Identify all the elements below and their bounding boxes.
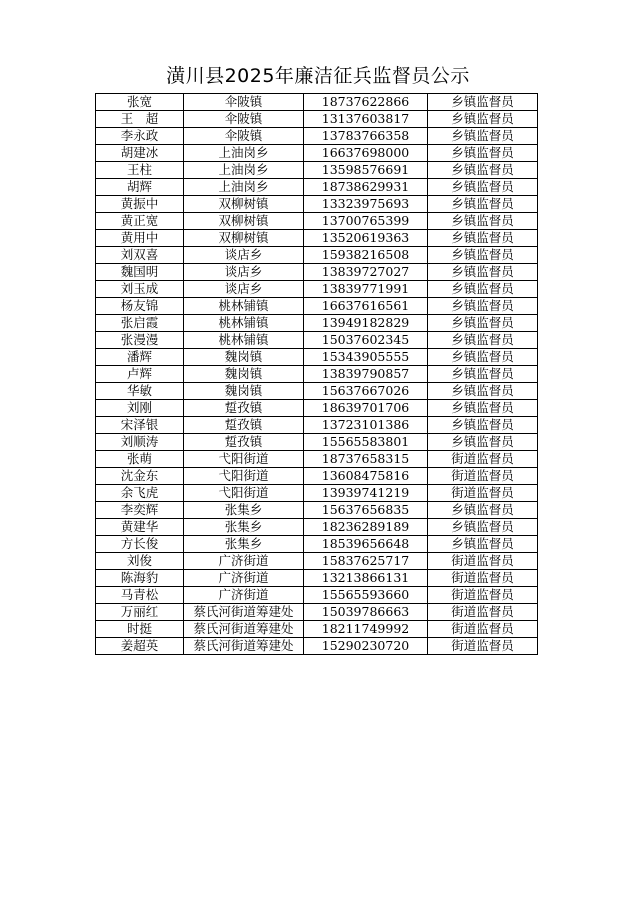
phone-cell: 18737622866 xyxy=(304,94,428,111)
town-cell: 弋阳街道 xyxy=(184,485,304,502)
town-cell: 双柳树镇 xyxy=(184,230,304,247)
phone-cell: 13939741219 xyxy=(304,485,428,502)
supervisor-name-cell: 李永政 xyxy=(96,128,184,145)
table-row xyxy=(96,604,538,621)
role-cell: 街道监督员 xyxy=(428,451,538,468)
table-row xyxy=(96,587,538,604)
table-row xyxy=(96,553,538,570)
role-cell: 乡镇监督员 xyxy=(428,94,538,111)
table-row xyxy=(96,332,538,349)
table-row xyxy=(96,451,538,468)
table-row xyxy=(96,485,538,502)
phone-cell: 13700765399 xyxy=(304,213,428,230)
phone-cell: 15565583801 xyxy=(304,434,428,451)
role-cell: 街道监督员 xyxy=(428,485,538,502)
role-cell: 乡镇监督员 xyxy=(428,247,538,264)
role-cell: 街道监督员 xyxy=(428,638,538,655)
phone-cell: 13520619363 xyxy=(304,230,428,247)
role-cell: 街道监督员 xyxy=(428,570,538,587)
town-cell: 谈店乡 xyxy=(184,264,304,281)
phone-cell: 13949182829 xyxy=(304,315,428,332)
table-row xyxy=(96,298,538,315)
town-cell: 桃林铺镇 xyxy=(184,332,304,349)
supervisor-name-cell: 黄振中 xyxy=(96,196,184,213)
town-cell: 魏岗镇 xyxy=(184,383,304,400)
phone-cell: 13137603817 xyxy=(304,111,428,128)
role-cell: 街道监督员 xyxy=(428,621,538,638)
town-cell: 弋阳街道 xyxy=(184,468,304,485)
phone-cell: 13323975693 xyxy=(304,196,428,213)
phone-cell: 13783766358 xyxy=(304,128,428,145)
page-title: 潢川县2025年廉洁征兵监督员公示 xyxy=(166,65,470,87)
table-row xyxy=(96,400,538,417)
phone-cell: 18639701706 xyxy=(304,400,428,417)
phone-cell: 15565593660 xyxy=(304,587,428,604)
phone-cell: 16637698000 xyxy=(304,145,428,162)
supervisor-name-cell: 张漫漫 xyxy=(96,332,184,349)
supervisor-name-cell: 王 超 xyxy=(96,111,184,128)
table-row xyxy=(96,247,538,264)
supervisor-name-cell: 方长俊 xyxy=(96,536,184,553)
table-row xyxy=(96,383,538,400)
role-cell: 乡镇监督员 xyxy=(428,128,538,145)
role-cell: 乡镇监督员 xyxy=(428,400,538,417)
role-cell: 乡镇监督员 xyxy=(428,179,538,196)
phone-cell: 13213866131 xyxy=(304,570,428,587)
table-row xyxy=(96,366,538,383)
supervisor-name-cell: 杨友锦 xyxy=(96,298,184,315)
town-cell: 魏岗镇 xyxy=(184,366,304,383)
role-cell: 乡镇监督员 xyxy=(428,298,538,315)
supervisor-table-body xyxy=(96,94,538,655)
phone-cell: 13839790857 xyxy=(304,366,428,383)
phone-cell: 18539656648 xyxy=(304,536,428,553)
role-cell: 乡镇监督员 xyxy=(428,366,538,383)
role-cell: 乡镇监督员 xyxy=(428,502,538,519)
supervisor-name-cell: 宋泽银 xyxy=(96,417,184,434)
role-cell: 乡镇监督员 xyxy=(428,196,538,213)
table-row xyxy=(96,213,538,230)
table-row xyxy=(96,111,538,128)
supervisor-name-cell: 时挺 xyxy=(96,621,184,638)
role-cell: 乡镇监督员 xyxy=(428,315,538,332)
role-cell: 乡镇监督员 xyxy=(428,383,538,400)
table-row xyxy=(96,94,538,111)
town-cell: 双柳树镇 xyxy=(184,213,304,230)
supervisor-name-cell: 沈金东 xyxy=(96,468,184,485)
table-row xyxy=(96,468,538,485)
role-cell: 街道监督员 xyxy=(428,587,538,604)
table-row xyxy=(96,621,538,638)
town-cell: 张集乡 xyxy=(184,502,304,519)
supervisor-name-cell: 刘顺涛 xyxy=(96,434,184,451)
town-cell: 踅孜镇 xyxy=(184,417,304,434)
town-cell: 广济街道 xyxy=(184,587,304,604)
supervisor-name-cell: 黄用中 xyxy=(96,230,184,247)
role-cell: 乡镇监督员 xyxy=(428,536,538,553)
table-row xyxy=(96,417,538,434)
phone-cell: 13608475816 xyxy=(304,468,428,485)
supervisor-name-cell: 刘双喜 xyxy=(96,247,184,264)
phone-cell: 13723101386 xyxy=(304,417,428,434)
phone-cell: 15938216508 xyxy=(304,247,428,264)
phone-cell: 18211749992 xyxy=(304,621,428,638)
phone-cell: 18738629931 xyxy=(304,179,428,196)
role-cell: 乡镇监督员 xyxy=(428,111,538,128)
table-row xyxy=(96,434,538,451)
phone-cell: 15837625717 xyxy=(304,553,428,570)
town-cell: 双柳树镇 xyxy=(184,196,304,213)
supervisor-name-cell: 黄正宽 xyxy=(96,213,184,230)
supervisor-name-cell: 刘俊 xyxy=(96,553,184,570)
role-cell: 乡镇监督员 xyxy=(428,230,538,247)
town-cell: 伞陂镇 xyxy=(184,94,304,111)
town-cell: 上油岗乡 xyxy=(184,145,304,162)
town-cell: 蔡氏河街道筹建处 xyxy=(184,621,304,638)
town-cell: 广济街道 xyxy=(184,553,304,570)
phone-cell: 13839727027 xyxy=(304,264,428,281)
town-cell: 伞陂镇 xyxy=(184,128,304,145)
phone-cell: 16637616561 xyxy=(304,298,428,315)
town-cell: 魏岗镇 xyxy=(184,349,304,366)
role-cell: 乡镇监督员 xyxy=(428,332,538,349)
town-cell: 弋阳街道 xyxy=(184,451,304,468)
town-cell: 谈店乡 xyxy=(184,247,304,264)
role-cell: 街道监督员 xyxy=(428,468,538,485)
supervisor-name-cell: 张启霞 xyxy=(96,315,184,332)
town-cell: 张集乡 xyxy=(184,519,304,536)
role-cell: 乡镇监督员 xyxy=(428,145,538,162)
role-cell: 乡镇监督员 xyxy=(428,213,538,230)
table-row xyxy=(96,536,538,553)
supervisor-name-cell: 胡辉 xyxy=(96,179,184,196)
town-cell: 谈店乡 xyxy=(184,281,304,298)
supervisor-name-cell: 马青松 xyxy=(96,587,184,604)
supervisor-name-cell: 华敏 xyxy=(96,383,184,400)
role-cell: 街道监督员 xyxy=(428,553,538,570)
table-row xyxy=(96,162,538,179)
supervisor-name-cell: 刘刚 xyxy=(96,400,184,417)
town-cell: 踅孜镇 xyxy=(184,400,304,417)
supervisor-name-cell: 黄建华 xyxy=(96,519,184,536)
role-cell: 乡镇监督员 xyxy=(428,434,538,451)
town-cell: 伞陂镇 xyxy=(184,111,304,128)
phone-cell: 15290230720 xyxy=(304,638,428,655)
phone-cell: 15039786663 xyxy=(304,604,428,621)
supervisor-name-cell: 张萌 xyxy=(96,451,184,468)
town-cell: 桃林铺镇 xyxy=(184,298,304,315)
role-cell: 乡镇监督员 xyxy=(428,264,538,281)
table-row xyxy=(96,519,538,536)
town-cell: 踅孜镇 xyxy=(184,434,304,451)
role-cell: 乡镇监督员 xyxy=(428,281,538,298)
table-row xyxy=(96,315,538,332)
supervisor-name-cell: 余飞虎 xyxy=(96,485,184,502)
role-cell: 乡镇监督员 xyxy=(428,162,538,179)
supervisor-name-cell: 刘玉成 xyxy=(96,281,184,298)
phone-cell: 15637667026 xyxy=(304,383,428,400)
town-cell: 蔡氏河街道筹建处 xyxy=(184,604,304,621)
phone-cell: 13598576691 xyxy=(304,162,428,179)
table-row xyxy=(96,638,538,655)
role-cell: 街道监督员 xyxy=(428,604,538,621)
table-row xyxy=(96,264,538,281)
phone-cell: 15343905555 xyxy=(304,349,428,366)
town-cell: 上油岗乡 xyxy=(184,162,304,179)
town-cell: 张集乡 xyxy=(184,536,304,553)
supervisor-name-cell: 万丽红 xyxy=(96,604,184,621)
town-cell: 蔡氏河街道筹建处 xyxy=(184,638,304,655)
town-cell: 桃林铺镇 xyxy=(184,315,304,332)
table-row xyxy=(96,570,538,587)
supervisor-name-cell: 潘辉 xyxy=(96,349,184,366)
supervisor-name-cell: 姜超英 xyxy=(96,638,184,655)
table-row xyxy=(96,349,538,366)
phone-cell: 18737658315 xyxy=(304,451,428,468)
supervisor-name-cell: 张宽 xyxy=(96,94,184,111)
supervisor-name-cell: 李奕辉 xyxy=(96,502,184,519)
phone-cell: 15037602345 xyxy=(304,332,428,349)
role-cell: 乡镇监督员 xyxy=(428,519,538,536)
supervisor-name-cell: 卢辉 xyxy=(96,366,184,383)
phone-cell: 13839771991 xyxy=(304,281,428,298)
table-row xyxy=(96,128,538,145)
role-cell: 乡镇监督员 xyxy=(428,417,538,434)
role-cell: 乡镇监督员 xyxy=(428,349,538,366)
table-row xyxy=(96,179,538,196)
table-row xyxy=(96,196,538,213)
supervisor-table xyxy=(95,93,538,655)
town-cell: 上油岗乡 xyxy=(184,179,304,196)
supervisor-name-cell: 王柱 xyxy=(96,162,184,179)
supervisor-name-cell: 陈海豹 xyxy=(96,570,184,587)
town-cell: 广济街道 xyxy=(184,570,304,587)
table-row xyxy=(96,230,538,247)
supervisor-name-cell: 魏国明 xyxy=(96,264,184,281)
table-row xyxy=(96,502,538,519)
table-row xyxy=(96,281,538,298)
table-row xyxy=(96,145,538,162)
phone-cell: 15637656835 xyxy=(304,502,428,519)
phone-cell: 18236289189 xyxy=(304,519,428,536)
supervisor-name-cell: 胡建冰 xyxy=(96,145,184,162)
